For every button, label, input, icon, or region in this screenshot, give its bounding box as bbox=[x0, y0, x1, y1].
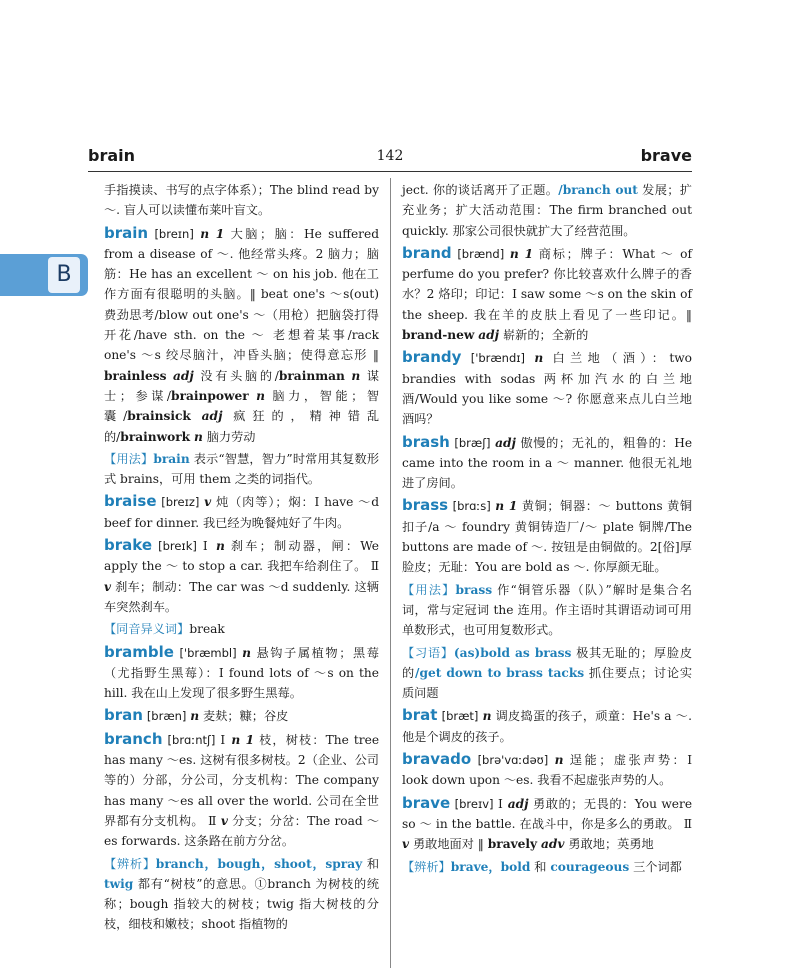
entry-text: 手指摸读、书写的点字体系）；The blind read by ～. 盲人可以读懂布莱叶盲文。 bbox=[104, 183, 379, 218]
entry-text: ject. 你的谈话离开了正题。 bbox=[402, 183, 559, 197]
synonym-words: brave，bold bbox=[450, 859, 531, 874]
usage-label: 【用法】 bbox=[402, 582, 456, 597]
definition: 脑力，智能；智囊/ bbox=[104, 388, 380, 424]
entry-braise bbox=[104, 491, 379, 533]
entry-bravado bbox=[402, 749, 692, 791]
part-of-speech: v bbox=[104, 579, 112, 594]
pronunciation: [breɪz] bbox=[161, 495, 200, 510]
definition: 疯狂的，精神错乱的/ bbox=[104, 409, 380, 444]
part-of-speech: n bbox=[190, 709, 200, 724]
synonym-connector: 和 bbox=[534, 859, 547, 874]
letter-index-tab-label: B bbox=[48, 257, 80, 293]
headword: bramble bbox=[104, 642, 174, 661]
part-of-speech: n bbox=[194, 429, 203, 444]
definition: 逞能；虚张声势：I look down upon ～es. 我看不起虚张声势的人。 bbox=[402, 753, 693, 788]
pronunciation: [breɪk] bbox=[158, 539, 197, 554]
part-of-speech: n bbox=[554, 753, 564, 768]
definition: 勇敢地；英勇地 bbox=[568, 837, 654, 852]
definition: 商标；牌子：What ～ of perfume do you prefer? 你比较喜欢什么牌子的香水？2 烙印；印记：I saw some ～s on the skin of the sheep. 我在羊的皮肤上看见了一些印记。‖ bbox=[402, 246, 692, 322]
idiom-phrase: /get down to brass tacks bbox=[415, 665, 585, 680]
column-divider bbox=[390, 178, 391, 968]
header-rule bbox=[88, 171, 692, 172]
headword: brake bbox=[104, 536, 153, 555]
definition: 谋士；参谋/ bbox=[104, 368, 380, 403]
phrase-definition: 发展；扩充业务；扩大活动范围：The firm branched out quickly. 那家公司很快就扩大了经营范围。 bbox=[402, 183, 692, 238]
homophone-note bbox=[104, 619, 379, 639]
part-of-speech: adj bbox=[201, 409, 223, 424]
definition: 大脑；脑：He suffered from a disease of ～. 他经常头疼。2 脑力；脑筋：He has an excellent ～ on his job. 他在工作方面有很聪明的头脑。‖ beat one's ～s(out) 费劲思考/blow out one's ～（用枪）把脑袋打得开花/have sth. on the ～ 老想着某事/rack one's ～s 绞尽脑汁，冲昏头脑；使得意忘形 ‖ bbox=[104, 226, 379, 363]
pronunciation: [breɪn] bbox=[154, 226, 194, 241]
part-of-speech: n 1 bbox=[509, 246, 534, 261]
part-of-speech: v bbox=[402, 837, 410, 852]
part-of-speech: n bbox=[215, 539, 225, 554]
headword: brat bbox=[402, 706, 438, 725]
entry-brass bbox=[402, 495, 692, 577]
page-header bbox=[88, 146, 692, 168]
part-of-speech: n 1 bbox=[495, 499, 518, 514]
usage-note bbox=[402, 580, 692, 641]
entry-continuation bbox=[402, 180, 692, 241]
derivative: brainsick bbox=[127, 409, 191, 424]
derivative: brainpower bbox=[171, 388, 249, 403]
pronunciation: [bræn] bbox=[146, 709, 187, 724]
pronunciation: [bræt] bbox=[441, 709, 479, 724]
pronunciation: [brɑːntʃ] bbox=[167, 732, 216, 747]
part-of-speech: adj bbox=[507, 796, 529, 811]
entry-bramble bbox=[104, 642, 379, 704]
pronunciation: [brə'vɑːdəʊ] bbox=[477, 753, 549, 768]
definition: 傲慢的；无礼的，粗鲁的：He came into the room in a ～ manner. 他很无礼地进了房间。 bbox=[402, 435, 693, 491]
pronunciation: [brɑːs] bbox=[452, 499, 491, 514]
homophone-label: 【同音异义词】 bbox=[104, 622, 190, 637]
letter-index-tab bbox=[0, 254, 88, 296]
sense-number: Ⅰ bbox=[202, 539, 210, 554]
derivative: brainwork bbox=[120, 429, 191, 444]
usage-note bbox=[104, 449, 379, 490]
idiom-label: 【习语】 bbox=[402, 645, 454, 660]
headword: brandy bbox=[402, 348, 462, 367]
entry-brandy bbox=[402, 347, 692, 429]
entry-brand bbox=[402, 243, 692, 345]
part-of-speech: n bbox=[351, 368, 361, 383]
phrase: /branch out bbox=[558, 183, 638, 197]
headword: brash bbox=[402, 432, 450, 451]
part-of-speech: adj bbox=[173, 368, 194, 383]
headword: brave bbox=[402, 793, 451, 812]
header-left-guideword: brain bbox=[88, 146, 136, 165]
definition: 黄铜；铜器：～ buttons 黄铜扣子/a ～ foundry 黄铜铸造厂/～ plate 铜牌/The buttons are made of ～. 按钮是由铜做的。2[俗]厚脸皮；无耻：You are bold as ～. 你厚颜无耻。 bbox=[402, 499, 693, 575]
sense-number: Ⅰ bbox=[497, 796, 504, 811]
definition: 勇敢地面对 ‖ bbox=[412, 837, 484, 852]
headword: brass bbox=[402, 496, 449, 515]
entry-continuation bbox=[104, 180, 379, 221]
sense-number: Ⅰ bbox=[220, 732, 227, 747]
part-of-speech: v bbox=[220, 813, 228, 828]
idiom-phrase: (as)bold as brass bbox=[453, 645, 572, 660]
left-column bbox=[104, 180, 379, 937]
sense-number: Ⅱ bbox=[683, 816, 692, 831]
part-of-speech: n 1 bbox=[200, 226, 225, 241]
pronunciation: [bræʃ] bbox=[454, 435, 491, 450]
part-of-speech: adv bbox=[541, 837, 565, 852]
sense-number: Ⅱ bbox=[208, 813, 217, 828]
definition: 崭新的；全新的 bbox=[502, 328, 589, 343]
part-of-speech: adj bbox=[495, 435, 516, 450]
idiom-note bbox=[402, 643, 692, 704]
synonym-text: 都有“树枝”的意思。①branch 为树枝的统称；bough 指较大的树枝；twig 指大树枝的分枝，细枝和嫩枝；shoot 指植物的 bbox=[104, 876, 380, 932]
idiom-definition: 极其无耻的；厚脸皮的 bbox=[402, 645, 693, 680]
definition: 脑力劳动 bbox=[206, 429, 256, 444]
headword: brand bbox=[402, 243, 452, 262]
synonym-word: courageous bbox=[550, 859, 630, 874]
synonym-words: branch，bough，shoot，spray bbox=[155, 856, 363, 871]
definition: 勇敢的；无畏的：You were so ～ in the battle. 在战斗中，你是多么的勇敢。 bbox=[402, 796, 693, 831]
pronunciation: [brænd] bbox=[457, 246, 505, 261]
entry-brain bbox=[104, 223, 379, 447]
part-of-speech: adj bbox=[478, 328, 500, 343]
headword: bravado bbox=[402, 750, 472, 769]
definition: 分支；分岔：The road ～es forwards. 这条路在前方分岔。 bbox=[104, 813, 380, 849]
definition: 没有头脑的/ bbox=[200, 368, 279, 383]
entry-branch bbox=[104, 729, 379, 852]
header-right-guideword: brave bbox=[640, 146, 692, 165]
pronunciation: ['bræmbl] bbox=[179, 645, 237, 660]
usage-word: brass bbox=[455, 582, 493, 597]
entry-brake bbox=[104, 535, 379, 617]
sense-number: Ⅱ bbox=[370, 559, 379, 574]
synonym-word: twig bbox=[104, 876, 134, 891]
definition: 白兰地（酒）：two brandies with sodas 两杯加汽水的白兰地酒/Would you like some ～? 你愿意来点儿白兰地酒吗？ bbox=[402, 351, 693, 427]
part-of-speech: n 1 bbox=[231, 732, 255, 747]
entry-brave bbox=[402, 793, 692, 855]
pronunciation: [breɪv] bbox=[454, 796, 494, 811]
synonym-note bbox=[104, 854, 379, 935]
definition: 麦麸；糠；谷皮 bbox=[203, 709, 289, 724]
synonym-connector: 和 bbox=[366, 856, 380, 871]
entry-bran bbox=[104, 705, 379, 726]
pronunciation: ['brændɪ] bbox=[470, 351, 526, 366]
entry-brat bbox=[402, 705, 692, 747]
derivative: bravely bbox=[487, 837, 538, 852]
homophone-text: break bbox=[189, 622, 225, 637]
headword: braise bbox=[104, 492, 157, 511]
definition: 刹车；制动：The car was ～d suddenly. 这辆车突然刹车。 bbox=[104, 579, 379, 614]
headword: bran bbox=[104, 706, 143, 725]
right-column bbox=[402, 180, 692, 879]
part-of-speech: v bbox=[204, 495, 212, 510]
derivative: brand-new bbox=[402, 328, 475, 343]
definition: 炖（肉等）；焖：I have ～d beef for dinner. 我已经为晚餐炖好了牛肉。 bbox=[104, 495, 379, 530]
synonym-label: 【辨析】 bbox=[402, 859, 451, 874]
usage-text: 作“铜管乐器（队）”解时是集合名词，常与定冠词 the 连用。作主语时其谓语动词可用单数形式，也可用复数形式。 bbox=[402, 582, 693, 638]
usage-word: brain bbox=[153, 451, 190, 466]
usage-text: 表示“智慧，智力”时常用其复数形式 brains，可用 them 之类的词指代。 bbox=[104, 451, 380, 487]
headword: branch bbox=[104, 729, 163, 748]
synonym-note bbox=[402, 857, 692, 877]
page-number: 142 bbox=[376, 148, 404, 164]
part-of-speech: n bbox=[534, 351, 544, 366]
part-of-speech: n bbox=[256, 388, 265, 403]
idiom-definition: 抓住要点；讨论实质问题 bbox=[402, 665, 693, 701]
definition: 刹车；制动器，闸：We apply the ～ to stop a car. 我把车给刹住了。 bbox=[104, 539, 379, 574]
headword: brain bbox=[104, 223, 149, 242]
definition: 调皮捣蛋的孩子，顽童：He's a ～. 他是个调皮的孩子。 bbox=[402, 709, 693, 744]
derivative: brainman bbox=[278, 368, 345, 383]
synonym-label: 【辨析】 bbox=[104, 856, 156, 871]
definition: 悬钩子属植物；黑莓（尤指野生黑莓）：I found lots of ～s on the hill. 我在山上发现了很多野生黑莓。 bbox=[104, 645, 379, 701]
part-of-speech: n bbox=[482, 709, 492, 724]
synonym-text: 三个词都 bbox=[633, 859, 682, 874]
definition: 枝，树枝：The tree has many ～es. 这树有很多树枝。2（企业、公司等的）分部，分公司，分支机构：The company has many ～es all over the world. 公司在全世界都有分支机构。 bbox=[104, 732, 380, 828]
usage-label: 【用法】 bbox=[104, 451, 154, 466]
derivative: brainless bbox=[104, 368, 167, 383]
part-of-speech: n bbox=[242, 645, 251, 660]
entry-brash bbox=[402, 432, 692, 494]
